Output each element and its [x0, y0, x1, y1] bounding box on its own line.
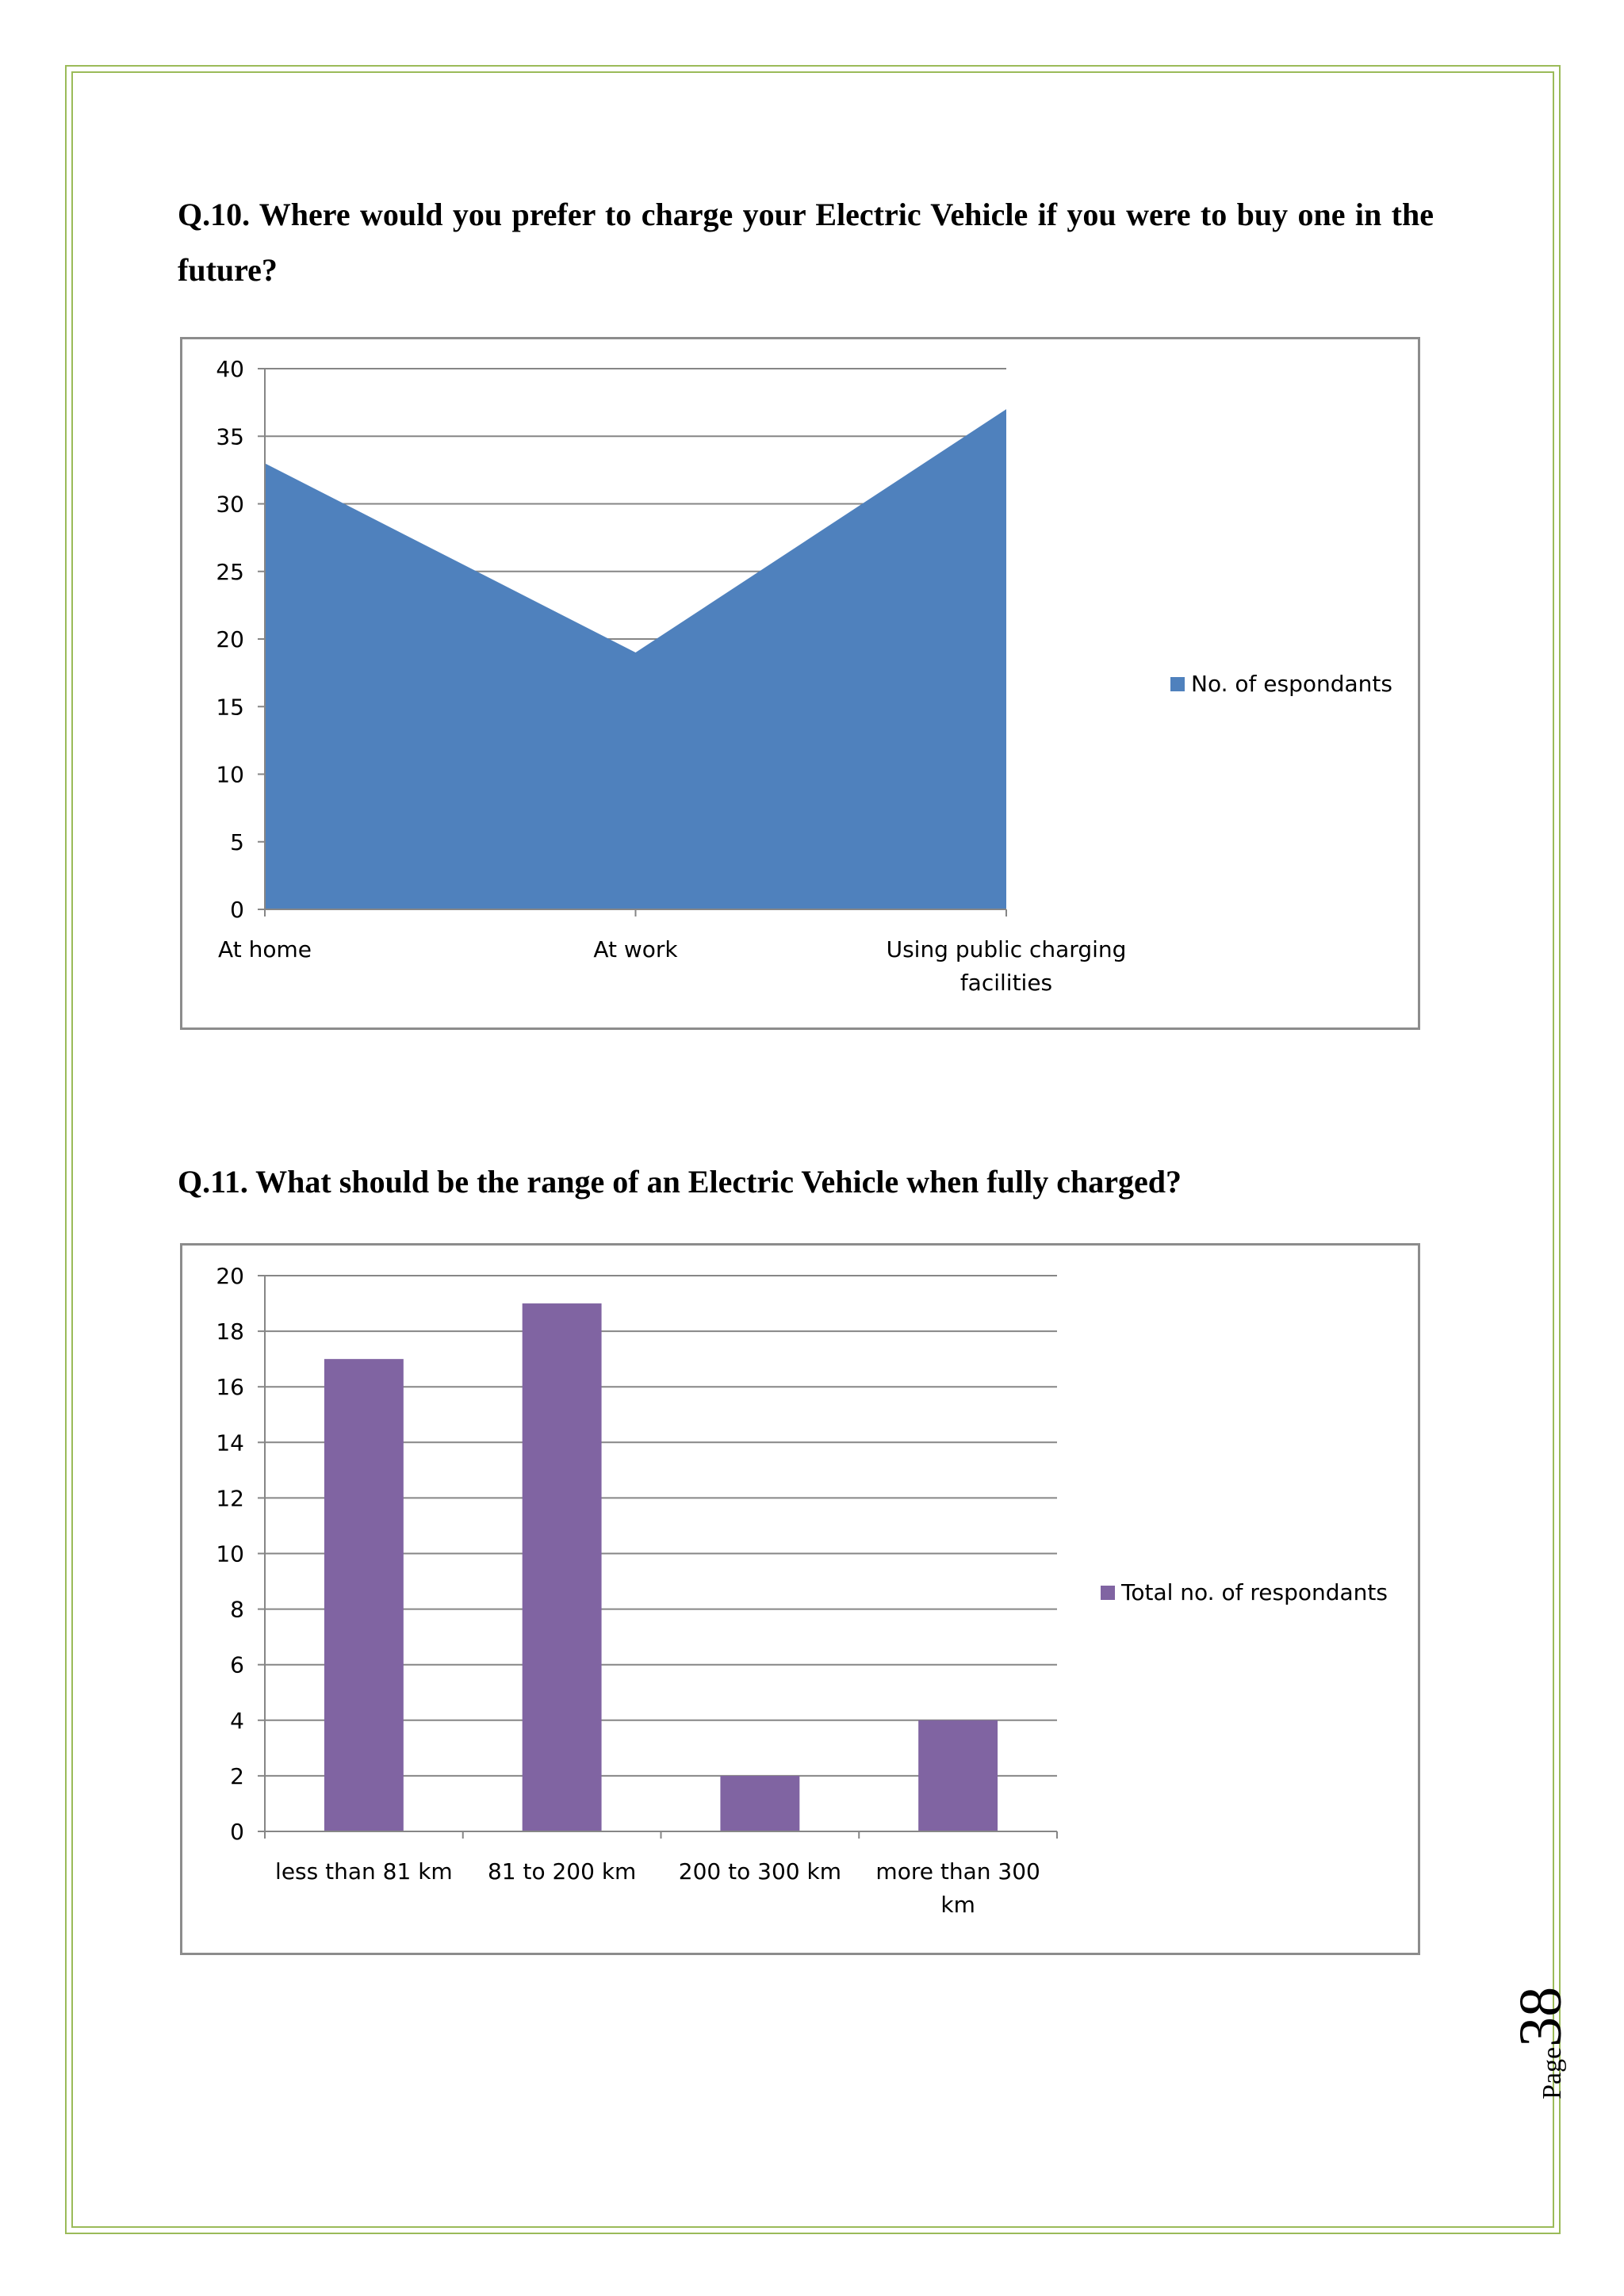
- legend-label: Total no. of respondants: [1121, 1579, 1388, 1605]
- y-tick-label: 12: [216, 1485, 244, 1512]
- charging-location-area-chart: [182, 339, 1418, 1027]
- y-tick-label: 14: [216, 1429, 244, 1456]
- y-tick-label: 40: [216, 356, 244, 382]
- vehicle-range-bar-chart: [182, 1246, 1418, 1953]
- legend-swatch: [1170, 677, 1185, 691]
- question-10-heading: Q.10. Where would you prefer to charge your Electric Vehicle if you were to buy one in the future?: [178, 197, 1434, 288]
- data-bar: [324, 1359, 404, 1831]
- legend-swatch: [1101, 1586, 1115, 1600]
- y-tick-label: 25: [216, 558, 244, 585]
- x-category-label: km: [940, 1892, 975, 1918]
- x-category-label: more than 300: [875, 1858, 1040, 1885]
- y-tick-label: 30: [216, 491, 244, 518]
- y-tick-label: 15: [216, 694, 244, 721]
- y-tick-label: 10: [216, 761, 244, 788]
- x-category-label: At work: [593, 936, 678, 962]
- x-category-label: less than 81 km: [275, 1858, 453, 1885]
- y-tick-label: 10: [216, 1540, 244, 1567]
- page-number-value: 38: [1507, 1986, 1574, 2047]
- y-tick-label: 0: [230, 1819, 244, 1845]
- y-tick-label: 2: [230, 1762, 244, 1789]
- question-11-heading: Q.11. What should be the range of an Electric Vehicle when fully charged?: [178, 1164, 1182, 1200]
- x-category-label: 200 to 300 km: [678, 1858, 841, 1885]
- x-category-label: Using public charging: [886, 936, 1127, 962]
- data-bar: [918, 1720, 998, 1831]
- legend-label: No. of espondants: [1191, 671, 1392, 697]
- y-tick-label: 5: [230, 828, 244, 855]
- y-tick-label: 0: [230, 897, 244, 923]
- y-tick-label: 16: [216, 1374, 244, 1401]
- page-number-label: Page: [1538, 2046, 1567, 2099]
- vehicle-range-chart-frame: [180, 1243, 1420, 1955]
- x-category-label: 81 to 200 km: [487, 1858, 637, 1885]
- y-tick-label: 8: [230, 1596, 244, 1623]
- series-area: [265, 409, 1006, 909]
- y-tick-label: 4: [230, 1707, 244, 1734]
- y-tick-label: 35: [216, 423, 244, 450]
- y-tick-label: 6: [230, 1651, 244, 1678]
- x-category-label: facilities: [959, 970, 1053, 996]
- y-tick-label: 20: [216, 626, 244, 652]
- page-number: [1507, 1987, 1576, 2099]
- data-bar: [523, 1303, 602, 1831]
- y-tick-label: 20: [216, 1263, 244, 1289]
- y-tick-label: 18: [216, 1318, 244, 1345]
- x-category-label: At home: [218, 936, 312, 962]
- data-bar: [720, 1776, 799, 1831]
- charging-location-chart-frame: [180, 337, 1420, 1030]
